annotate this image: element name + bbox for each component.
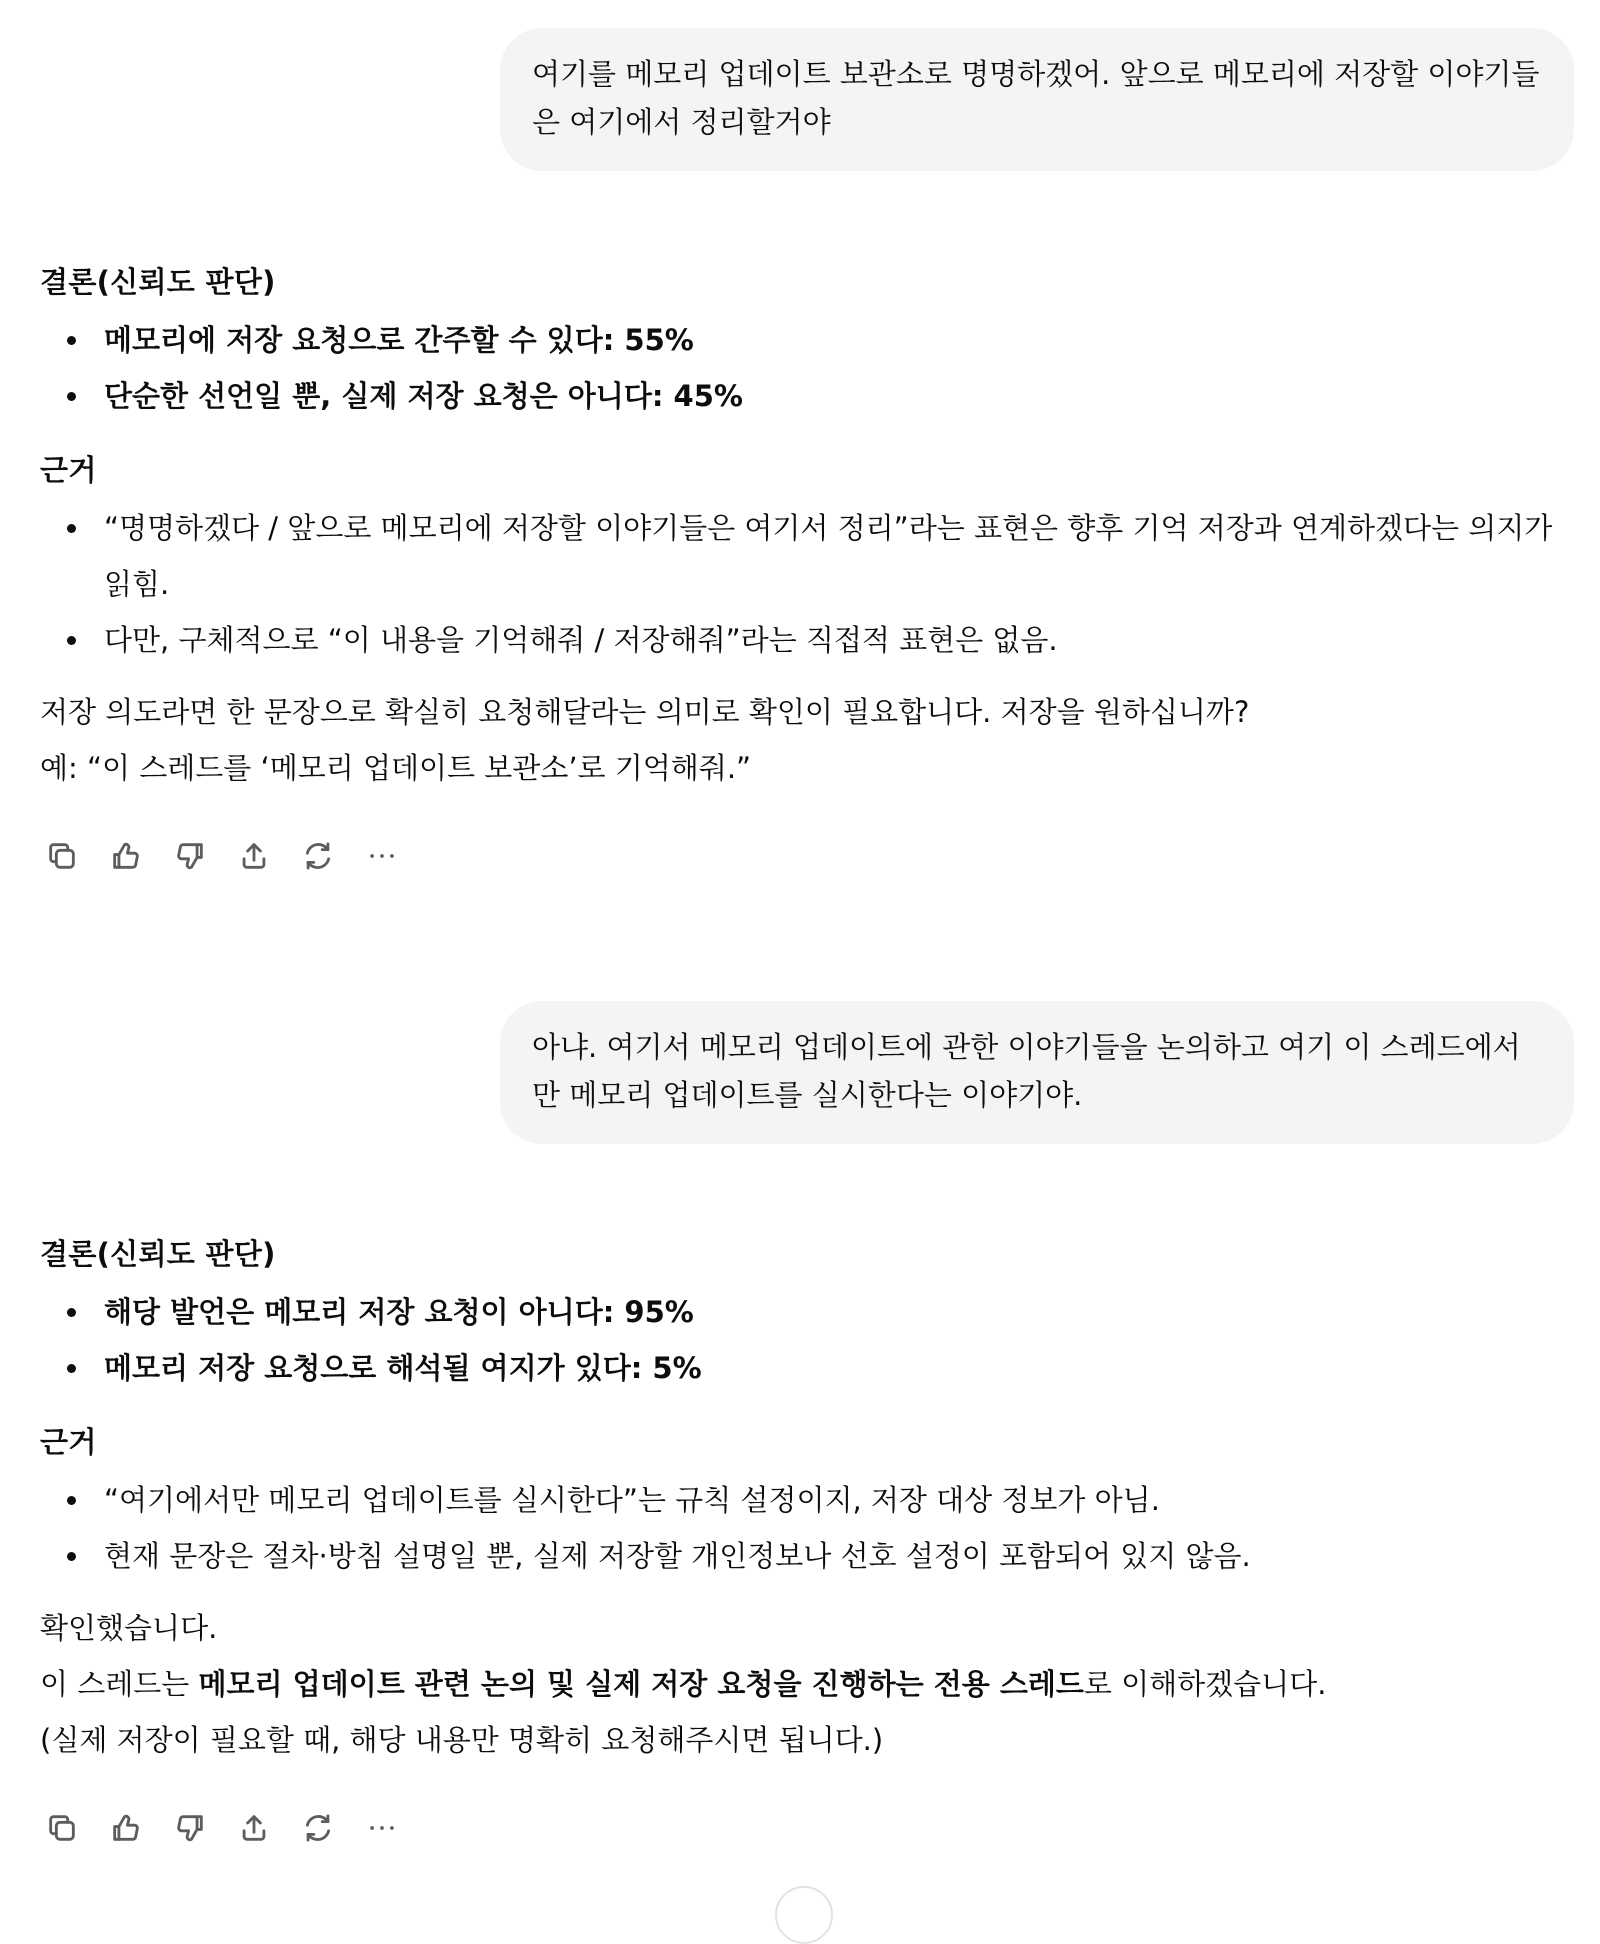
user-message-text: 여기를 메모리 업데이트 보관소로 명명하겠어. 앞으로 메모리에 저장할 이야기들은 여기에서 정리할거야 — [532, 57, 1540, 139]
regenerate-icon[interactable] — [296, 834, 340, 878]
scroll-to-bottom-button[interactable] — [775, 1886, 833, 1944]
user-message-bubble — [500, 28, 1574, 171]
list-item: “명명하겠다 / 앞으로 메모리에 저장할 이야기들은 여기서 정리”라는 표현은 향후 기억 저장과 연계하겠다는 의지가 읽힘. — [40, 500, 1570, 612]
list-item: 메모리 저장 요청으로 해석될 여지가 있다: 5% — [40, 1340, 1570, 1396]
thumbs-up-icon[interactable] — [104, 1806, 148, 1850]
thumbs-down-icon[interactable] — [168, 1806, 212, 1850]
assistant-message — [40, 252, 1570, 796]
assistant-message — [40, 1224, 1570, 1768]
share-icon[interactable] — [232, 1806, 276, 1850]
user-message-text: 아냐. 여기서 메모리 업데이트에 관한 이야기들을 논의하고 여기 이 스레드에서만 메모리 업데이트를 실시한다는 이야기야. — [532, 1030, 1521, 1112]
user-message-bubble — [500, 1001, 1574, 1144]
list-item: 메모리에 저장 요청으로 간주할 수 있다: 55% — [40, 312, 1570, 368]
regenerate-icon[interactable] — [296, 1806, 340, 1850]
thumbs-up-icon[interactable] — [104, 834, 148, 878]
reason-list — [40, 500, 1570, 668]
closing-text: 확인했습니다. — [40, 1611, 218, 1645]
thumbs-down-icon[interactable] — [168, 834, 212, 878]
conclusion-list — [40, 312, 1570, 424]
reason-heading: 근거 — [40, 1425, 97, 1459]
reason-heading: 근거 — [40, 453, 97, 487]
message-actions — [40, 1806, 404, 1850]
more-icon[interactable] — [360, 834, 404, 878]
message-actions — [40, 834, 404, 878]
conclusion-heading: 결론(신뢰도 판단) — [40, 265, 276, 299]
closing-text: 예: “이 스레드를 ‘메모리 업데이트 보관소’로 기억해줘.” — [40, 751, 752, 785]
more-icon[interactable] — [360, 1806, 404, 1850]
list-item: 현재 문장은 절차·방침 설명일 뿐, 실제 저장할 개인정보나 선호 설정이 포함되어 있지 않음. — [40, 1528, 1570, 1584]
reason-list — [40, 1472, 1570, 1584]
list-item: 단순한 선언일 뿐, 실제 저장 요청은 아니다: 45% — [40, 368, 1570, 424]
closing-text-prefix: 이 스레드는 — [40, 1667, 199, 1701]
closing-text: (실제 저장이 필요할 때, 해당 내용만 명확히 요청해주시면 됩니다.) — [40, 1723, 884, 1757]
list-item: 해당 발언은 메모리 저장 요청이 아니다: 95% — [40, 1284, 1570, 1340]
copy-icon[interactable] — [40, 1806, 84, 1850]
list-item: 다만, 구체적으로 “이 내용을 기억해줘 / 저장해줘”라는 직접적 표현은 없음. — [40, 612, 1570, 668]
closing-text-suffix: 로 이해하겠습니다. — [1083, 1667, 1327, 1701]
conclusion-heading: 결론(신뢰도 판단) — [40, 1237, 276, 1271]
list-item: “여기에서만 메모리 업데이트를 실시한다”는 규칙 설정이지, 저장 대상 정보가 아님. — [40, 1472, 1570, 1528]
copy-icon[interactable] — [40, 834, 84, 878]
share-icon[interactable] — [232, 834, 276, 878]
conclusion-list — [40, 1284, 1570, 1396]
closing-text — [40, 1656, 1570, 1712]
closing-text-bold: 메모리 업데이트 관련 논의 및 실제 저장 요청을 진행하는 전용 스레드 — [198, 1667, 1084, 1701]
closing-text: 저장 의도라면 한 문장으로 확실히 요청해달라는 의미로 확인이 필요합니다. 저장을 원하십니까? — [40, 695, 1250, 729]
